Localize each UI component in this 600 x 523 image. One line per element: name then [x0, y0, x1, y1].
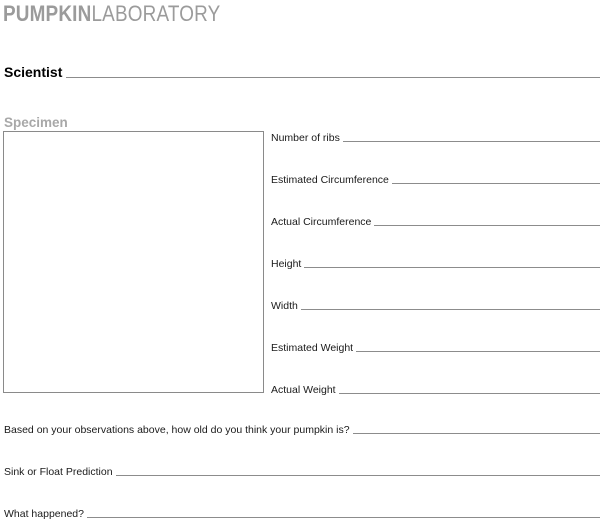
field-actual-circumference	[271, 213, 600, 229]
specimen-label: Specimen	[4, 115, 68, 130]
field-input-line[interactable]	[343, 141, 600, 142]
field-label: Estimated Weight	[271, 342, 354, 354]
measurement-fields	[271, 129, 600, 423]
field-label: Number of ribs	[271, 132, 340, 144]
page-title	[3, 1, 220, 27]
field-actual-weight	[271, 381, 600, 397]
field-input-line[interactable]	[356, 351, 600, 352]
field-estimated-circumference	[271, 171, 600, 187]
scientist-field	[4, 62, 600, 80]
scientist-label: Scientist	[4, 64, 63, 80]
field-height	[271, 255, 600, 271]
question-what-happened	[4, 505, 600, 521]
question-label: Based on your observations above, how old do you think your pumpkin is?	[4, 424, 350, 436]
field-input-line[interactable]	[301, 309, 600, 310]
field-label: Height	[271, 258, 302, 270]
scientist-input-line[interactable]	[66, 77, 600, 78]
field-input-line[interactable]	[339, 393, 600, 394]
question-pumpkin-age	[4, 421, 600, 437]
page-title-light: LABORATORY	[91, 1, 221, 26]
question-input-line[interactable]	[116, 475, 600, 476]
field-width	[271, 297, 600, 313]
field-input-line[interactable]	[392, 183, 600, 184]
field-label: Width	[271, 300, 298, 312]
field-number-of-ribs	[271, 129, 600, 145]
field-input-line[interactable]	[304, 267, 600, 268]
question-input-line[interactable]	[353, 433, 600, 434]
question-input-line[interactable]	[87, 517, 600, 518]
page-title-bold: PUMPKIN	[3, 1, 92, 26]
specimen-drawing-box[interactable]	[3, 131, 264, 393]
question-sink-or-float	[4, 463, 600, 479]
question-label: Sink or Float Prediction	[4, 466, 113, 478]
field-label: Estimated Circumference	[271, 174, 389, 186]
field-label: Actual Weight	[271, 384, 336, 396]
field-estimated-weight	[271, 339, 600, 355]
question-label: What happened?	[4, 508, 84, 520]
field-label: Actual Circumference	[271, 216, 372, 228]
field-input-line[interactable]	[374, 225, 600, 226]
